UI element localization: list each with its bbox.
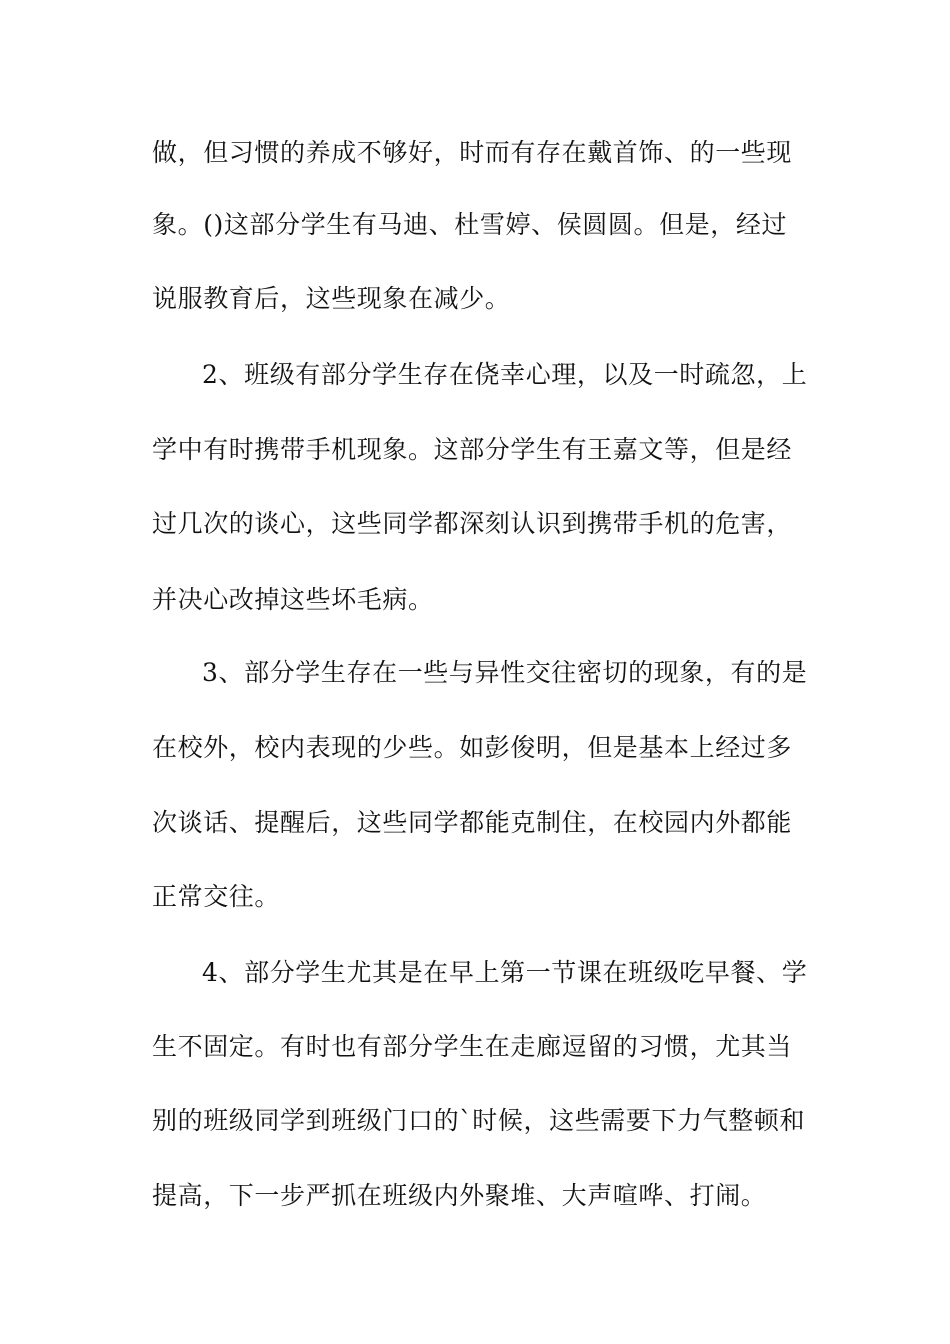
- text-line: 在校外，校内表现的少些。如彭俊明，但是基本上经过多: [152, 733, 793, 762]
- text-line: 次谈话、提醒后，这些同学都能克制住，在校园内外都能: [152, 808, 793, 837]
- paragraph-2-start: 2、班级有部分学生存在侥幸心理，以及一时疏忽，上: [202, 360, 808, 389]
- text-line: 说服教育后，这些现象在减少。: [152, 284, 511, 313]
- text-line: 生不固定。有时也有部分学生在走廊逗留的习惯，尤其当: [152, 1032, 793, 1061]
- text-line: 象。()这部分学生有马迪、杜雪婷、侯圆圆。但是，经过: [152, 210, 788, 239]
- paragraph-4-start: 4、部分学生尤其是在早上第一节课在班级吃早餐、学: [202, 958, 808, 987]
- text-line: 提高，下一步严抓在班级内外聚堆、大声喧哗、打闹。: [152, 1181, 767, 1210]
- text-line: 学中有时携带手机现象。这部分学生有王嘉文等，但是经: [152, 435, 793, 464]
- paragraph-3-start: 3、部分学生存在一些与异性交往密切的现象，有的是: [202, 658, 808, 687]
- text-line: 并决心改掉这些坏毛病。: [152, 585, 434, 614]
- text-line: 过几次的谈心，这些同学都深刻认识到携带手机的危害，: [152, 509, 793, 538]
- text-line: 做，但习惯的养成不够好，时而有存在戴首饰、的一些现: [152, 138, 793, 167]
- text-line: 别的班级同学到班级门口的`时候，这些需要下力气整顿和: [152, 1106, 806, 1135]
- text-line: 正常交往。: [152, 882, 281, 911]
